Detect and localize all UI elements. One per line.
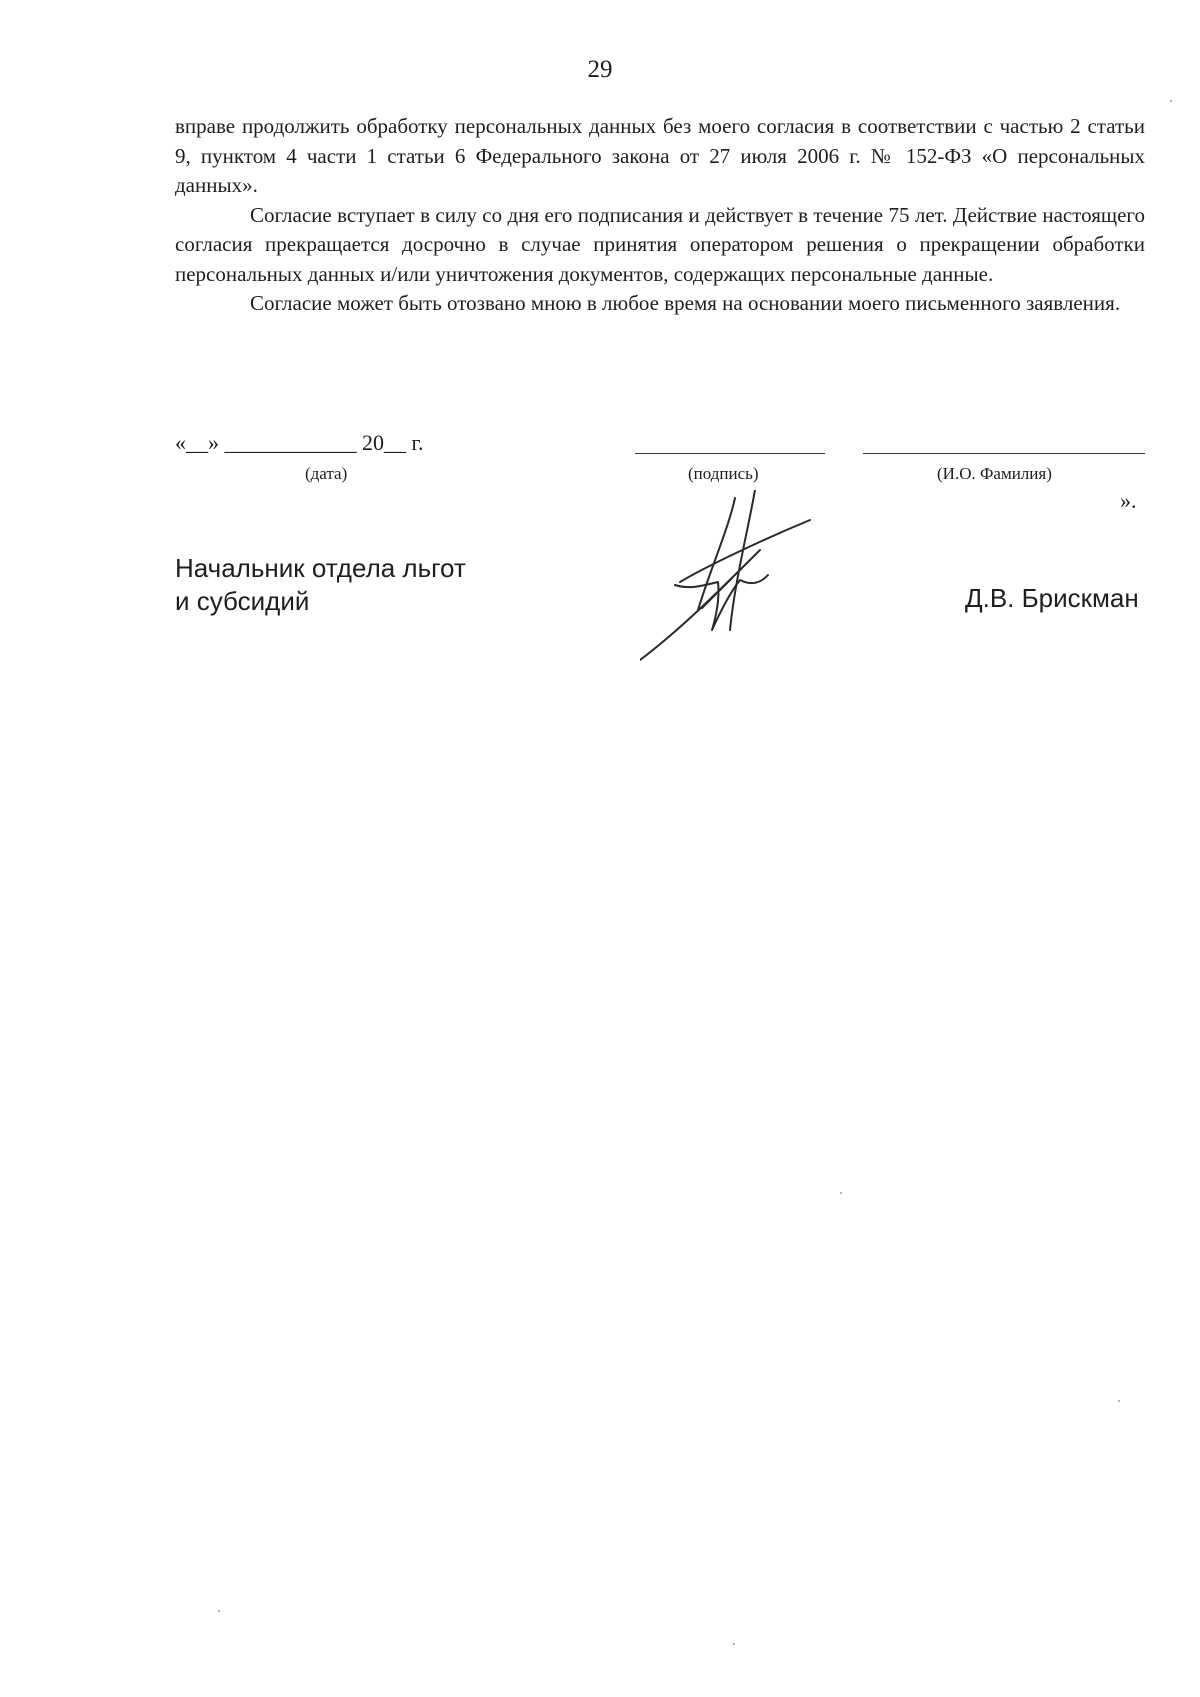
scan-speck xyxy=(218,1610,220,1612)
signatory-position xyxy=(175,552,466,618)
scan-speck xyxy=(733,1643,735,1645)
handwritten-signature xyxy=(640,490,820,665)
consent-text xyxy=(175,112,1145,319)
signatory-name: Д.В. Брискман xyxy=(965,583,1139,613)
scan-speck xyxy=(1170,100,1172,102)
scan-speck xyxy=(840,1192,842,1194)
paragraph-continuation: вправе продолжить обработку персональных данных без моего согласия в соответствии с частью 2 статьи 9, пунктом 4 части 1 статьи 6 Федерального закона от 27 июля 2006 г. № 152-ФЗ «О персональных данных». xyxy=(175,114,1145,197)
scan-speck xyxy=(1118,1400,1120,1402)
signature-form-row xyxy=(175,430,1145,490)
position-line-1: Начальник отдела льгот xyxy=(175,553,466,583)
signature-line xyxy=(635,453,825,454)
date-caption: (дата) xyxy=(305,464,348,483)
date-field: «__» ____________ 20__ г. xyxy=(175,430,424,455)
paragraph-validity: Согласие вступает в силу со дня его подписания и действует в течение 75 лет. Действие настоящего согласия прекращается досрочно в случае принятия оператором решения о прекращении обработки персональных данных и/или уничтожения документов, содержащих персональные данные. xyxy=(175,202,1145,286)
name-caption: (И.О. Фамилия) xyxy=(937,464,1052,483)
paragraph-revocation: Согласие может быть отозвано мною в любое время на основании моего письменного заявления. xyxy=(250,291,1121,315)
position-line-2: и субсидий xyxy=(175,586,310,616)
closing-quote: ». xyxy=(1120,488,1137,513)
name-line xyxy=(863,453,1145,454)
signature-caption: (подпись) xyxy=(688,464,759,483)
page-number: 29 xyxy=(587,56,613,83)
